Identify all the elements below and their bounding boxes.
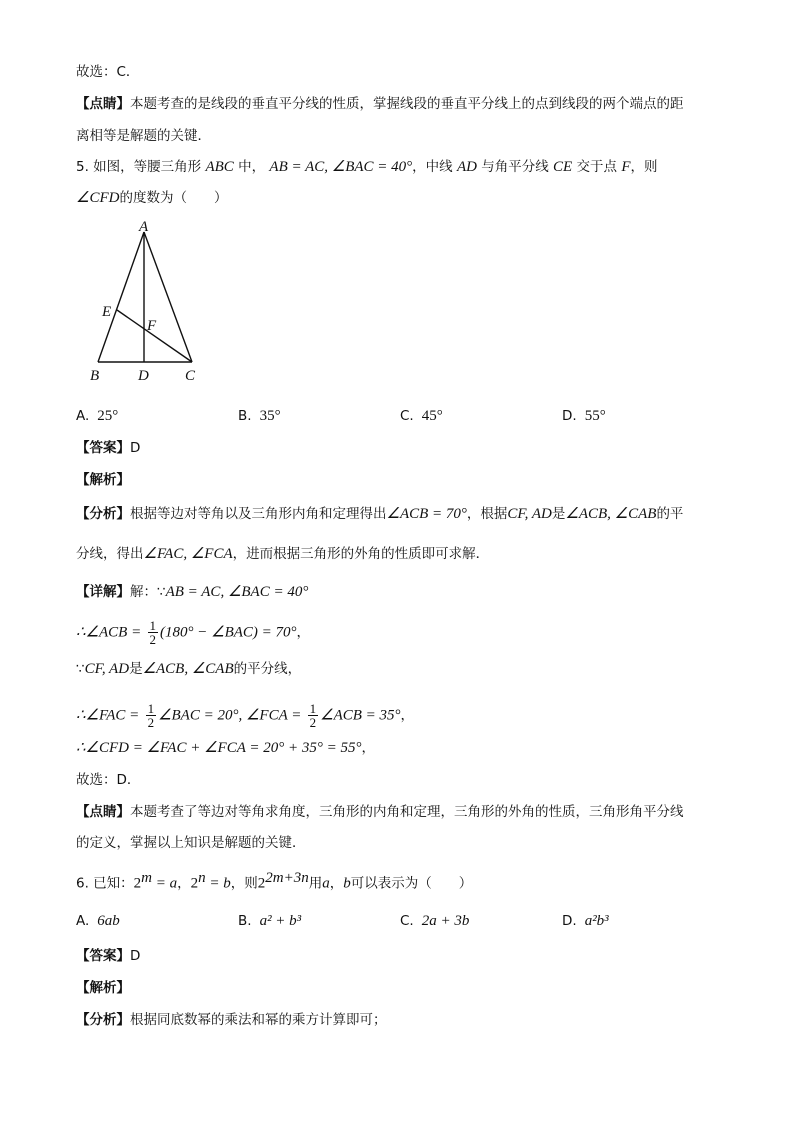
question-5-line-1 <box>76 158 657 176</box>
text: 的平 <box>656 506 684 522</box>
q5-choose <box>76 771 140 789</box>
text: 解：∵ <box>130 584 166 600</box>
math: b <box>343 875 351 892</box>
question-5-line-2 <box>76 189 227 207</box>
text: 根据同底数幂的乘法和幂的乘方计算即可； <box>130 1012 387 1028</box>
label-f: F <box>147 318 157 334</box>
math: = a <box>152 875 178 892</box>
math-ce: CE <box>553 159 573 175</box>
q5-jiexi <box>76 471 130 489</box>
side-ab <box>98 232 144 362</box>
tag-dianjing: 【点睛】 <box>76 804 130 820</box>
tag-xiangjie: 【详解】 <box>76 584 130 600</box>
tag-jiexi: 【解析】 <box>76 980 130 996</box>
text: ，则 <box>230 875 258 892</box>
fraction-half <box>148 619 159 646</box>
text: ， <box>177 875 191 892</box>
text: 中， <box>238 159 266 175</box>
q6-jiexi <box>76 979 130 997</box>
math: a <box>322 875 330 892</box>
math: 2 <box>190 875 199 892</box>
text: 可以表示为（ ） <box>350 875 473 892</box>
math: ∠ACB = 35° <box>320 707 401 724</box>
triangle-figure <box>86 218 226 388</box>
math: ∴∠ACB = <box>76 624 142 641</box>
text: 交于点 <box>576 159 618 175</box>
option-value: 35° <box>259 408 281 424</box>
math: ∠ACB, ∠CAB <box>142 661 234 677</box>
label-d: D <box>138 368 149 384</box>
math-abc: ABC <box>205 159 234 175</box>
line-prev-comment-2 <box>76 127 211 145</box>
q6-option-d[interactable] <box>562 912 609 930</box>
label-e: E <box>102 304 112 320</box>
option-label: B. <box>238 913 252 929</box>
option-value: 45° <box>421 408 443 424</box>
q6-answer <box>76 947 140 965</box>
line-prev-answer <box>76 63 139 81</box>
math: AB = AC, ∠BAC = 40° <box>165 584 309 600</box>
tag-jiexi: 【解析】 <box>76 472 130 488</box>
text: 与角平分线 <box>481 159 549 175</box>
text: 离相等是解题的关键． <box>76 128 211 144</box>
math: ∠ACB = 70° <box>386 506 467 522</box>
tag-dianjing: 【点睛】 <box>76 96 130 112</box>
q5-comment-1 <box>76 803 684 821</box>
text: ∵ <box>76 661 85 677</box>
option-value: a² + b³ <box>259 913 302 929</box>
q5-option-c[interactable] <box>400 407 443 425</box>
math: CF, AD <box>84 661 130 677</box>
side-ac <box>144 232 192 362</box>
text: ， <box>296 624 311 641</box>
text: 的定义，掌握以上知识是解题的关键． <box>76 835 306 851</box>
text: 故选：C． <box>76 64 140 80</box>
text: 本题考查了等边对等角求角度，三角形的内角和定理，三角形的外角的性质，三角形角平分线 <box>130 804 684 820</box>
tag-answer: 【答案】 <box>76 440 130 456</box>
q5-analysis-2 <box>76 545 489 563</box>
tag-fenxi: 【分析】 <box>76 506 130 522</box>
tag-fenxi: 【分析】 <box>76 1012 130 1028</box>
math: = b <box>205 875 231 892</box>
answer-value: D <box>130 440 141 456</box>
q5-detail-1 <box>76 583 308 601</box>
tag-answer: 【答案】 <box>76 948 130 964</box>
q6-option-b[interactable] <box>238 912 301 930</box>
numerator: 1 <box>309 701 317 716</box>
q5-step-4 <box>76 739 375 757</box>
math: 2 <box>133 875 142 892</box>
text: 的度数为（ ） <box>119 190 228 206</box>
q6-option-a[interactable] <box>76 912 120 930</box>
math: ∠BAC = 20°, ∠FCA = <box>158 707 302 724</box>
math-f: F <box>621 159 631 175</box>
q6-number: 6. 已知： <box>76 875 134 892</box>
option-value: 55° <box>584 408 606 424</box>
text: 的平分线， <box>233 661 302 677</box>
q5-step-2 <box>76 660 301 678</box>
math-condition: AB = AC, ∠BAC = 40° <box>269 159 413 175</box>
answer-value: D <box>130 948 141 964</box>
q5-comment-2 <box>76 834 306 852</box>
option-label: D. <box>562 408 577 424</box>
q5-step-3 <box>76 702 414 729</box>
math: ∠ACB, ∠CAB <box>565 506 657 522</box>
math: CF, AD <box>507 506 552 522</box>
fraction-half <box>146 702 157 729</box>
option-value: a²b³ <box>584 913 609 929</box>
q6-option-c[interactable] <box>400 912 469 930</box>
math: (180° − ∠BAC) = 70° <box>160 624 297 641</box>
option-label: D. <box>562 913 577 929</box>
math-exp: n <box>198 870 206 886</box>
q5-answer <box>76 439 140 457</box>
q5-option-d[interactable] <box>562 407 606 425</box>
q5-step-1 <box>76 619 310 646</box>
q5-analysis-1 <box>76 505 683 523</box>
option-label: C. <box>400 913 414 929</box>
math: 2 <box>257 875 266 892</box>
denominator: 2 <box>149 632 156 647</box>
math-ad: AD <box>456 159 477 175</box>
option-value: 25° <box>97 408 119 424</box>
fraction-half <box>308 702 319 729</box>
option-label: C. <box>400 408 414 424</box>
math-angle-cfd: ∠CFD <box>76 190 120 206</box>
text: ，根据 <box>466 506 508 522</box>
text: 用 <box>308 875 323 892</box>
text: ，进而根据三角形的外角的性质即可求解． <box>232 546 490 562</box>
line-prev-comment-1 <box>76 95 684 113</box>
question-6 <box>76 869 472 893</box>
option-label: B. <box>238 408 252 424</box>
text: ， <box>400 707 415 724</box>
label-a: A <box>139 219 149 235</box>
text: ，中线 <box>412 159 453 175</box>
text: ，则 <box>630 159 658 175</box>
math-exp: 2m+3n <box>265 870 309 886</box>
denominator: 2 <box>147 715 155 730</box>
option-label: A. <box>76 408 90 424</box>
numerator: 1 <box>149 618 156 633</box>
text: 是 <box>129 661 143 677</box>
label-c: C <box>185 368 196 384</box>
text: 是 <box>551 506 566 522</box>
q6-analysis <box>76 1011 387 1029</box>
text: 故选：D． <box>76 772 141 788</box>
q5-option-b[interactable] <box>238 407 281 425</box>
q5-option-a[interactable] <box>76 407 118 425</box>
text: 本题考查的是线段的垂直平分线的性质，掌握线段的垂直平分线上的点到线段的两个端点的距 <box>130 96 684 112</box>
q5-number: 5. 如图，等腰三角形 <box>76 159 202 175</box>
text: 根据等边对等角以及三角形内角和定理得出 <box>130 506 387 522</box>
option-value: 6ab <box>97 913 120 929</box>
option-value: 2a + 3b <box>421 913 470 929</box>
math: ∴∠FAC = <box>76 707 140 724</box>
math: ∴∠CFD = ∠FAC + ∠FCA = 20° + 35° = 55° <box>76 740 362 756</box>
option-label: A. <box>76 913 90 929</box>
text: ， <box>361 740 375 756</box>
label-b: B <box>90 368 100 384</box>
denominator: 2 <box>309 715 317 730</box>
math: ∠FAC, ∠FCA <box>143 546 233 562</box>
text: 分线，得出 <box>76 546 144 562</box>
math-exp: m <box>141 870 153 886</box>
text: ， <box>329 875 344 892</box>
numerator: 1 <box>147 701 155 716</box>
